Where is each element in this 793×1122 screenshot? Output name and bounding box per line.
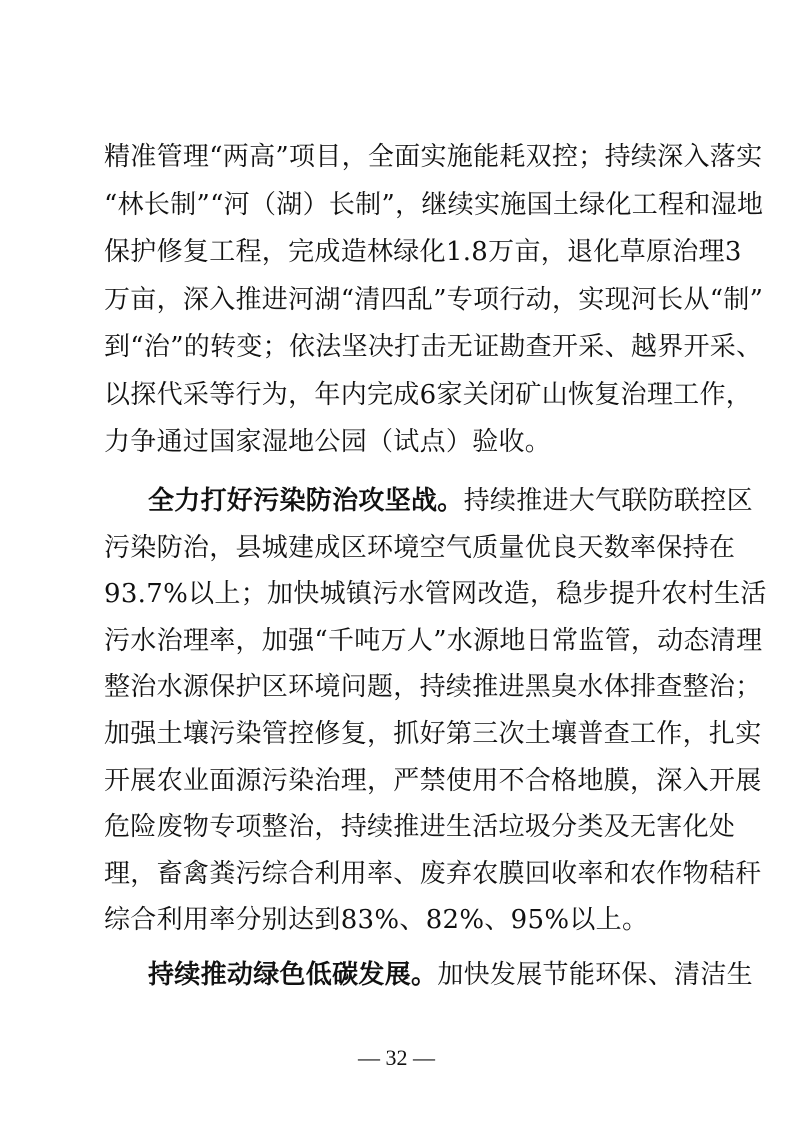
paragraph-1-line-2: “林长制”“河（湖）长制”，继续实施国土绿化工程和湿地 [104,189,764,220]
paragraph-2-line-7: 开展农业面源污染治理，严禁使用不合格地膜，深入开展 [104,765,762,796]
paragraph-2-line-10: 综合利用率分别达到83%、82%、95%以上。 [104,905,649,936]
paragraph-3-first-line [148,958,753,992]
paragraph-2-line-6: 加强土壤污染管控修复，抓好第三次土壤普查工作，扎实 [104,719,762,749]
paragraph-2-line-4: 污水治理率，加强“千吨万人”水源地日常监管，动态清理 [104,625,763,656]
paragraph-2-line-2: 污染防治，县城建成区环境空气质量优良天数率保持在 [104,532,736,563]
paragraph-2-line-9: 理，畜禽粪污综合利用率、废弃农膜回收率和农作物秸秆 [104,858,762,889]
paragraph-1-line-4: 万亩，深入推进河湖“清四乱”专项行动，实现河长从“制” [104,284,764,315]
paragraph-2-line-5: 整治水源保护区环境问题，持续推进黑臭水体排查整治； [104,672,762,703]
paragraph-2-first-text: 持续推进大气联防联控区 [463,486,753,516]
paragraph-2-first-line [148,484,753,518]
paragraph-3-heading: 持续推动绿色低碳发展。 [148,960,438,990]
paragraph-3-first-text: 加快发展节能环保、清洁生 [437,960,753,990]
paragraph-2-line-8: 危险废物专项整治，持续推进生活垃圾分类及无害化处 [104,812,736,843]
paragraph-1-line-5: 到“治”的转变；依法坚决打击无证勘查开采、越界开采、 [104,332,763,362]
paragraph-1-line-3: 保护修复工程，完成造林绿化1.8万亩，退化草原治理3 [104,237,742,267]
paragraph-2-line-3: 93.7%以上；加快城镇污水管网改造，稳步提升农村生活 [104,579,767,610]
paragraph-1-line-6: 以探代采等行为，年内完成6家关闭矿山恢复治理工作， [104,379,753,410]
paragraph-2-heading: 全力打好污染防治攻坚战。 [148,486,464,516]
paragraph-1-line-7: 力争通过国家湿地公园（试点）验收。 [104,427,552,457]
paragraph-1-line-1: 精准管理“两高”项目，全面实施能耗双控；持续深入落实 [104,142,763,172]
page-number: — 32 — [358,1045,435,1070]
